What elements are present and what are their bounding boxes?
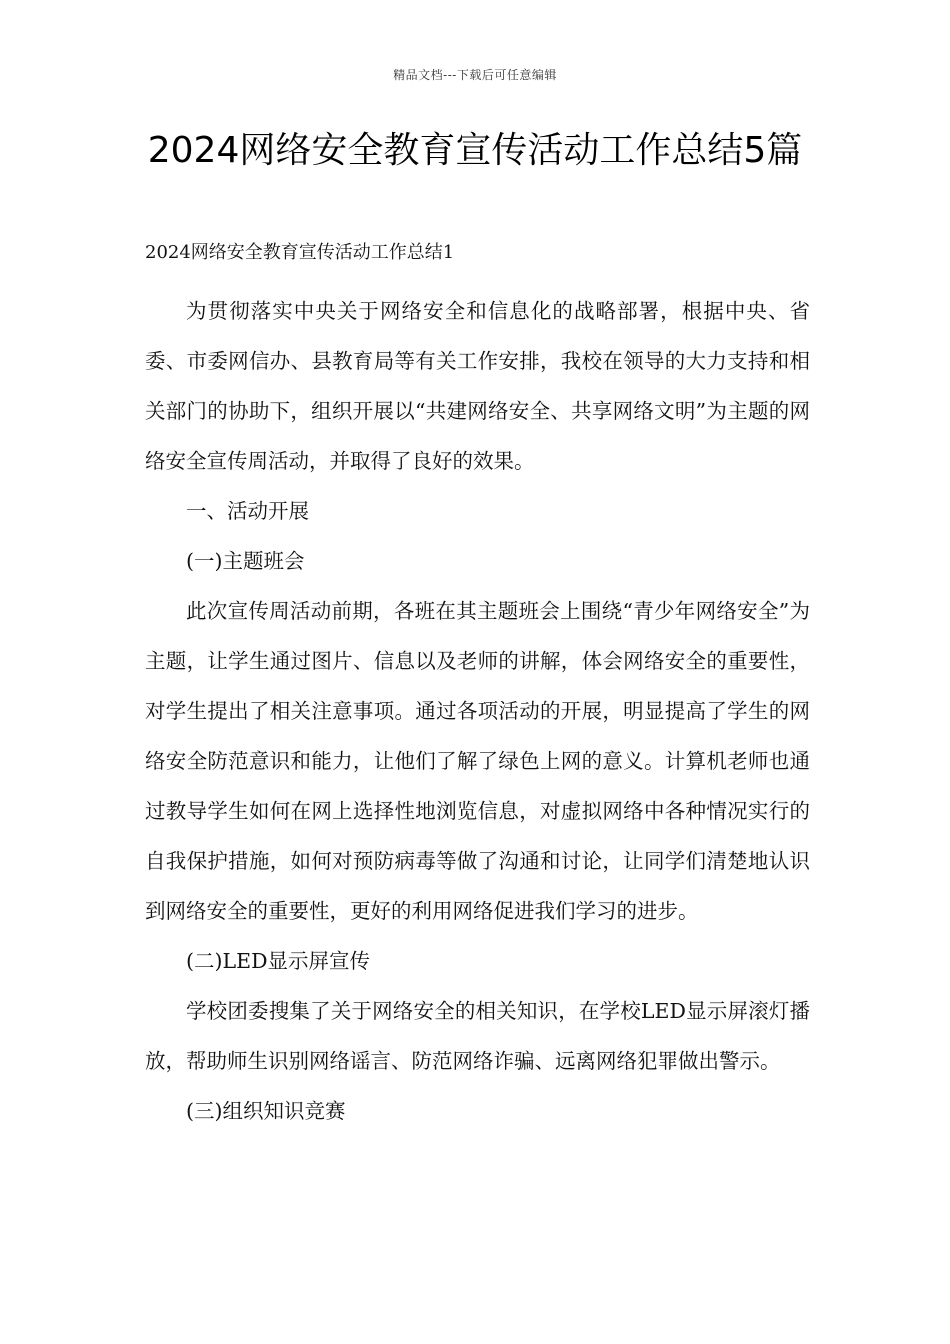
sub1-heading: (一)主题班会 <box>186 549 305 573</box>
part1-heading: 一、活动开展 <box>186 499 309 523</box>
document-title: 2024网络安全教育宣传活动工作总结5篇 <box>147 130 803 171</box>
intro-paragraph: 为贯彻落实中央关于网络安全和信息化的战略部署，根据中央、省委、市委网信办、县教育局等有关工作安排，我校在领导的大力支持和相关部门的协助下，组织开展以“共建网络安全、共享网络文明”为主题的网络安全宣传周活动，并取得了良好的效果。 <box>145 299 810 473</box>
document-body <box>145 236 810 1136</box>
header-note: 精品文档---下载后可任意编辑 <box>393 68 557 82</box>
sub2-heading: (二)LED显示屏宣传 <box>186 949 371 973</box>
sub3-heading: (三)组织知识竞赛 <box>186 1099 346 1123</box>
sub1-paragraph: 此次宣传周活动前期，各班在其主题班会上围绕“青少年网络安全”为主题，让学生通过图片、信息以及老师的讲解，体会网络安全的重要性，对学生提出了相关注意事项。通过各项活动的开展，明显提高了学生的网络安全防范意识和能力，让他们了解了绿色上网的意义。计算机老师也通过教导学生如何在网上选择性地浏览信息，对虚拟网络中各种情况实行的自我保护措施，如何对预防病毒等做了沟通和讨论，让同学们清楚地认识到网络安全的重要性，更好的利用网络促进我们学习的进步。 <box>145 599 810 923</box>
sub2-paragraph: 学校团委搜集了关于网络安全的相关知识，在学校LED显示屏滚灯播放，帮助师生识别网络谣言、防范网络诈骗、远离网络犯罪做出警示。 <box>145 999 810 1073</box>
section-heading: 2024网络安全教育宣传活动工作总结1 <box>145 242 455 263</box>
